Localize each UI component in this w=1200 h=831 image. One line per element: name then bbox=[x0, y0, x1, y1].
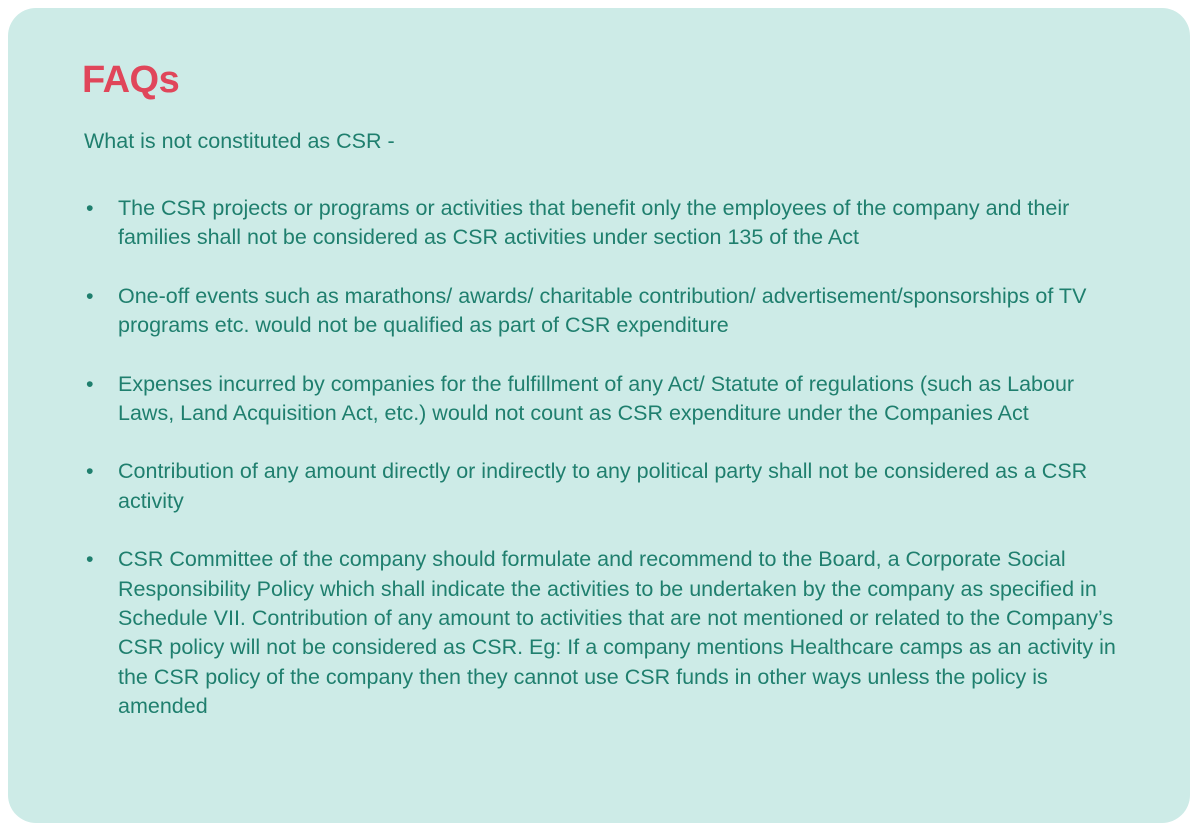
faq-item-text: Expenses incurred by companies for the fulfillment of any Act/ Statute of regulations (such as Labour Laws, Land Acquisition Act, etc.) would not count as CSR expenditure under the Companies Act bbox=[118, 371, 1075, 426]
bullet-icon: • bbox=[86, 547, 94, 572]
faq-intro: What is not constituted as CSR - bbox=[84, 129, 395, 153]
faq-item-5 bbox=[84, 545, 1124, 721]
faq-item-3 bbox=[84, 370, 1124, 429]
bullet-icon: • bbox=[86, 371, 94, 396]
faq-item-4 bbox=[84, 457, 1124, 516]
faq-item-text: The CSR projects or programs or activities that benefit only the employees of the company and their families shall not be considered as CSR activities under section 135 of the Act bbox=[118, 196, 1070, 250]
bullet-icon: • bbox=[86, 283, 94, 308]
faq-item-1 bbox=[84, 194, 1124, 253]
faq-item-2 bbox=[84, 282, 1124, 341]
faq-item-text: One-off events such as marathons/ awards/ charitable contribution/ advertisement/sponsorships of TV programs etc. would not be qualified as part of CSR expenditure bbox=[118, 283, 1087, 338]
faq-item-text: CSR Committee of the company should formulate and recommend to the Board, a Corporate Social Responsibility Policy which shall indicate the activities to be undertaken by the company as specified in Schedule VII. Contribution of any amount to activities that are not mentioned or related to the Company’s CSR policy will not be considered as CSR. Eg: If a company mentions Healthcare camps as an activity in the CSR policy of the company then they cannot use CSR funds in other ways unless the policy is amended bbox=[118, 547, 1116, 719]
faq-item-text: Contribution of any amount directly or indirectly to any political party shall not be considered as a CSR activity bbox=[118, 459, 1088, 513]
faq-card bbox=[8, 8, 1190, 823]
faq-title: FAQs bbox=[82, 59, 180, 101]
faq-list bbox=[84, 194, 1124, 751]
bullet-icon: • bbox=[86, 196, 94, 220]
bullet-icon: • bbox=[86, 459, 94, 484]
